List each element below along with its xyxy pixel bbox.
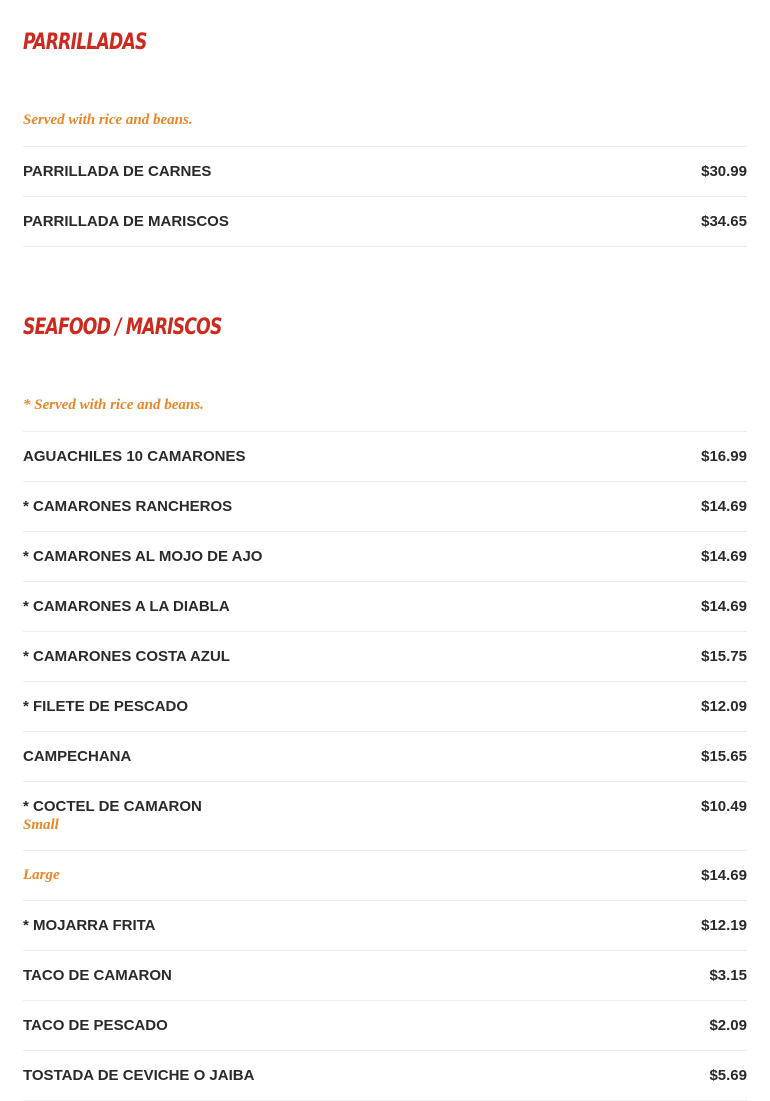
- item-price: $34.65: [701, 213, 747, 230]
- item-name: PARRILLADA DE MARISCOS: [23, 213, 229, 230]
- menu-item: [23, 632, 747, 682]
- item-price: $14.69: [701, 498, 747, 515]
- menu-item-list: [23, 431, 747, 1101]
- item-name: * FILETE DE PESCADO: [23, 698, 189, 715]
- menu-item: [23, 901, 747, 951]
- menu-item: [23, 482, 747, 532]
- menu-item: [23, 1051, 747, 1101]
- section-note: * Served with rice and beans.: [23, 397, 204, 413]
- menu-item: [23, 532, 747, 582]
- menu-item: [23, 582, 747, 632]
- menu-item: [23, 682, 747, 732]
- menu-item: [23, 147, 747, 197]
- item-price: $3.15: [709, 967, 747, 984]
- item-name: * CAMARONES RANCHEROS: [23, 498, 233, 515]
- item-name: * CAMARONES COSTA AZUL: [23, 648, 230, 665]
- item-name: TACO DE PESCADO: [23, 1017, 168, 1034]
- item-name: AGUACHILES 10 CAMARONES: [23, 448, 246, 465]
- item-price: $30.99: [701, 163, 747, 180]
- item-name: * CAMARONES AL MOJO DE AJO: [23, 548, 263, 565]
- item-name: * MOJARRA FRITA: [23, 917, 156, 934]
- item-price: $12.19: [701, 917, 747, 934]
- item-name: TOSTADA DE CEVICHE O JAIBA: [23, 1067, 255, 1084]
- section-title: PARRILLADAS: [23, 30, 147, 55]
- menu-item: [23, 851, 747, 901]
- item-price: $2.09: [709, 1017, 747, 1034]
- menu-item-list: [23, 146, 747, 247]
- section-title: SEAFOOD / MARISCOS: [23, 315, 222, 340]
- item-name: PARRILLADA DE CARNES: [23, 163, 212, 180]
- item-name-group: [23, 797, 202, 835]
- item-price: $12.09: [701, 698, 747, 715]
- item-price: $15.75: [701, 648, 747, 665]
- item-price: $14.69: [701, 867, 747, 884]
- item-name: * COCTEL DE CAMARON: [23, 798, 202, 815]
- menu-item: [23, 197, 747, 247]
- menu-item: [23, 1001, 747, 1051]
- menu-item: [23, 432, 747, 482]
- item-price: $10.49: [701, 798, 747, 815]
- item-name: * CAMARONES A LA DIABLA: [23, 598, 230, 615]
- item-price: $14.69: [701, 548, 747, 565]
- item-price: $15.65: [701, 748, 747, 765]
- item-name: CAMPECHANA: [23, 748, 132, 765]
- menu-item: [23, 782, 747, 851]
- item-price: $5.69: [709, 1067, 747, 1084]
- item-price: $16.99: [701, 448, 747, 465]
- menu-item: [23, 732, 747, 782]
- item-size: Large: [23, 867, 60, 883]
- menu-item: [23, 951, 747, 1001]
- item-name: TACO DE CAMARON: [23, 967, 172, 984]
- item-price: $14.69: [701, 598, 747, 615]
- item-size: Small: [23, 817, 59, 833]
- section-note: Served with rice and beans.: [23, 112, 193, 128]
